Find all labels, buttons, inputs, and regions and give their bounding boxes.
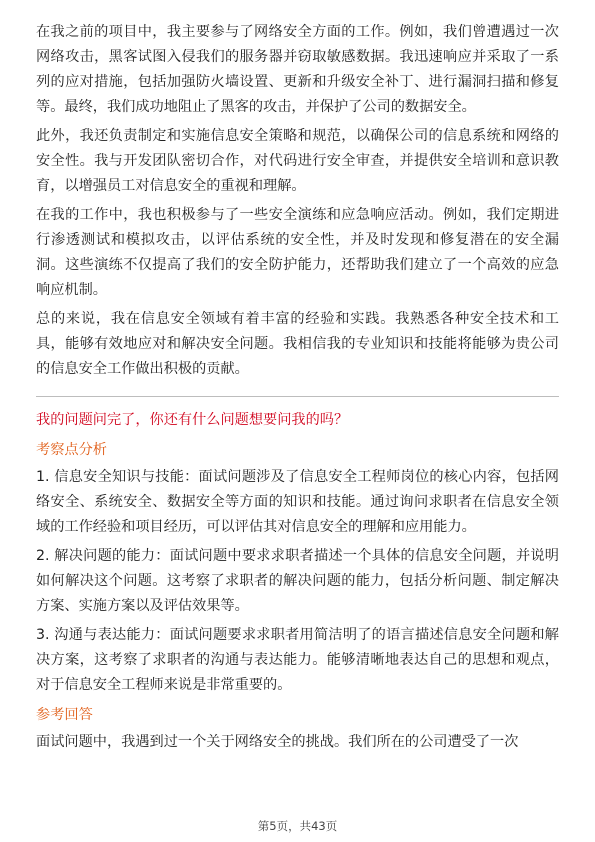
body-paragraph: 此外，我还负责制定和实施信息安全策略和规范，以确保公司的信息系统和网络的安全性。我与开发团队密切合作，对代码进行安全审查，并提供安全培训和意识教育，以增强员工对信息安全的重视和理解。 <box>36 128 559 194</box>
answer-heading: 参考回答 <box>36 707 93 723</box>
body-paragraph: 在我的工作中，我也积极参与了一些安全演练和应急响应活动。例如，我们定期进行渗透测试和模拟攻击，以评估系统的安全性，并及时发现和修复潜在的安全漏洞。这些演练不仅提高了我们的安全防护能力，还帮助我们建立了一个高效的应急响应机制。 <box>36 207 559 298</box>
analysis-item: 2. 解决问题的能力：面试问题中要求求职者描述一个具体的信息安全问题，并说明如何解决这个问题。这考察了求职者的解决问题的能力，包括分析问题、制定解决方案、实施方案以及评估效果等。 <box>36 548 559 614</box>
interview-question: 我的问题问完了，你还有什么问题想要问我的吗？ <box>36 412 349 428</box>
page-content <box>36 20 559 759</box>
analysis-heading: 考察点分析 <box>36 442 107 458</box>
page-number: 第5页，共43页 <box>257 819 338 833</box>
section-divider <box>36 396 559 397</box>
answer-text: 面试问题中，我遇到过一个关于网络安全的挑战。我们所在的公司遭受了一次 <box>36 734 519 750</box>
page-footer <box>0 818 595 834</box>
body-paragraph: 总的来说，我在信息安全领域有着丰富的经验和实践。我熟悉各种安全技术和工具，能够有效地应对和解决安全问题。我相信我的专业知识和技能将能够为贵公司的信息安全工作做出积极的贡献。 <box>36 311 559 377</box>
body-paragraph: 在我之前的项目中，我主要参与了网络安全方面的工作。例如，我们曾遭遇过一次网络攻击，黑客试图入侵我们的服务器并窃取敏感数据。我迅速响应并采取了一系列的应对措施，包括加强防火墙设置、更新和升级安全补丁、进行漏洞扫描和修复等。最终，我们成功地阻止了黑客的攻击，并保护了公司的数据安全。 <box>36 24 559 115</box>
analysis-item: 3. 沟通与表达能力：面试问题要求求职者用简洁明了的语言描述信息安全问题和解决方案，这考察了求职者的沟通与表达能力。能够清晰地表达自己的思想和观点，对于信息安全工程师来说是非常重要的。 <box>36 627 559 693</box>
analysis-item: 1. 信息安全知识与技能：面试问题涉及了信息安全工程师岗位的核心内容，包括网络安全、系统安全、数据安全等方面的知识和技能。通过询问求职者在信息安全领域的工作经验和项目经历，可以评估其对信息安全的理解和应用能力。 <box>36 469 559 535</box>
